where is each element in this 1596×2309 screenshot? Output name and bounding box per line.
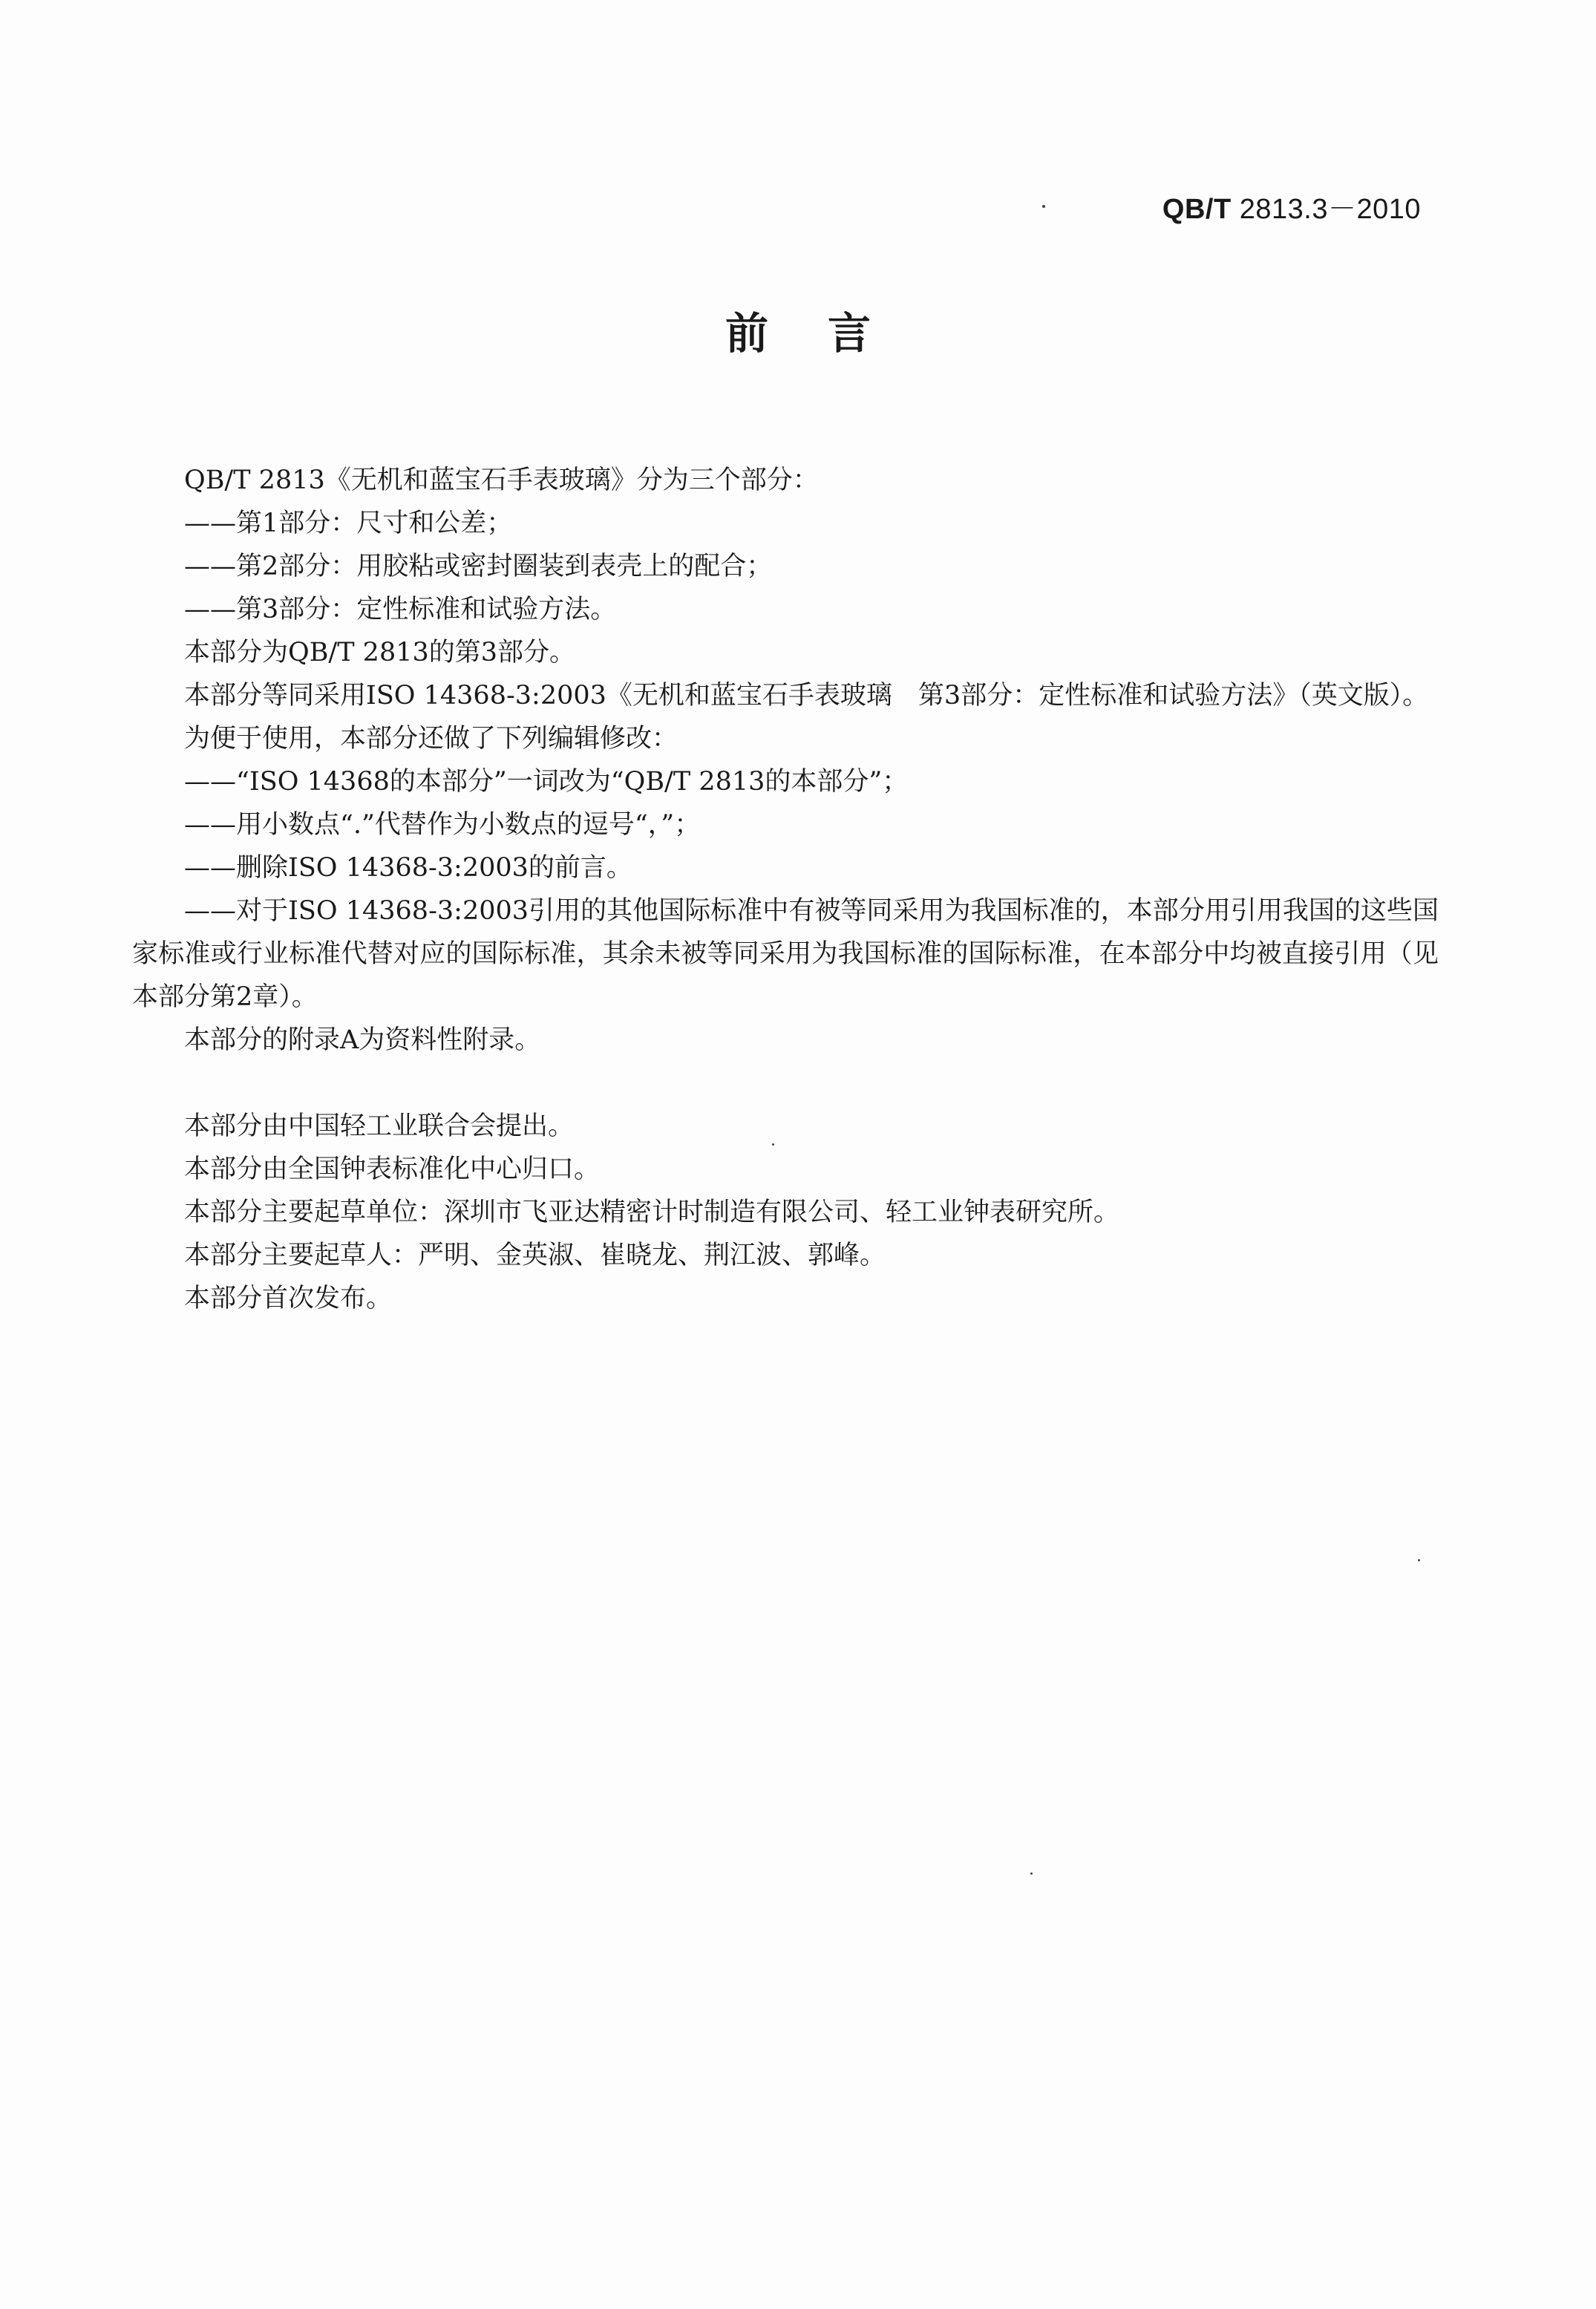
part-item-2: ——第2部分：用胶粘或密封圈装到表壳上的配合； <box>184 552 773 581</box>
part-item-3: ——第3部分：定性标准和试验方法。 <box>184 595 617 624</box>
first-issue-paragraph: 本部分首次发布。 <box>184 1284 393 1313</box>
scan-speck <box>1418 1559 1420 1561</box>
standard-code <box>1162 186 1421 226</box>
part-item-1: ——第1部分：尺寸和公差； <box>184 509 513 538</box>
standard-code-number: 2813.3－2010 <box>1239 194 1421 225</box>
centralized-paragraph: 本部分由全国钟表标准化中心归口。 <box>184 1154 601 1184</box>
drafters-paragraph: 本部分主要起草人：严明、金英淑、崔晓龙、荆江波、郭峰。 <box>184 1241 886 1270</box>
edits-intro-paragraph: 为便于使用，本部分还做了下列编辑修改： <box>184 724 678 754</box>
edit-item-1: ——“ISO 14368的本部分”一词改为“QB/T 2813的本部分”； <box>184 767 909 797</box>
this-part-paragraph: 本部分为QB/T 2813的第3部分。 <box>184 638 576 667</box>
edit-item-3: ——删除ISO 14368-3:2003的前言。 <box>184 853 632 883</box>
scan-speck <box>772 1143 774 1146</box>
edit-item-2: ——用小数点“.”代替作为小数点的逗号“，”； <box>184 810 701 840</box>
annex-paragraph: 本部分的附录A为资料性附录。 <box>184 1025 541 1055</box>
standard-code-prefix: QB/T <box>1162 194 1232 225</box>
scan-speck <box>1042 205 1045 208</box>
paragraph-gap <box>132 1062 1439 1105</box>
edit-item-4: ——对于ISO 14368-3:2003引用的其他国际标准中有被等同采用为我国标准的，本部分用引用我国的这些国家标准或行业标准代替对应的国际标准，其余未被等同采用为我国标准的国际标准，在本部分中均被直接引用（见本部分第2章）。 <box>132 896 1439 1012</box>
intro-paragraph: QB/T 2813《无机和蓝宝石手表玻璃》分为三个部分： <box>184 466 819 495</box>
drafting-units-paragraph: 本部分主要起草单位：深圳市飞亚达精密计时制造有限公司、轻工业钟表研究所。 <box>184 1198 1120 1227</box>
page-title: 前言 <box>725 308 930 359</box>
foreword-body <box>132 459 1439 1320</box>
adoption-paragraph: 本部分等同采用ISO 14368-3:2003《无机和蓝宝石手表玻璃 第3部分：定性标准和试验方法》（英文版）。 <box>184 681 1429 711</box>
proposed-paragraph: 本部分由中国轻工业联合会提出。 <box>184 1111 575 1141</box>
scan-speck <box>1030 1872 1033 1875</box>
